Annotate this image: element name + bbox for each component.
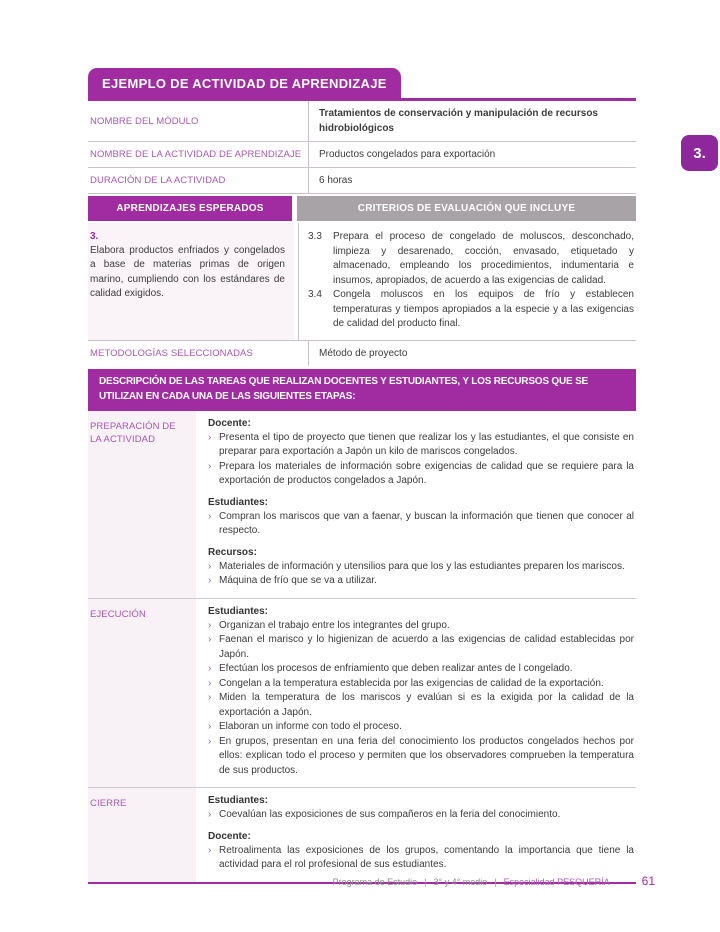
group-heading: Estudiantes:: [208, 496, 269, 508]
bullet-chevron-icon: ›: [208, 663, 212, 674]
table-row-methodology: [88, 341, 636, 366]
expected-learning-number: 3.: [90, 231, 99, 242]
stage-content: [196, 411, 636, 598]
stage-content: [196, 788, 636, 882]
activity-table: [88, 98, 636, 884]
bullet-chevron-icon: ›: [208, 677, 212, 689]
expected-learning-cell: [88, 223, 294, 340]
list-item-text: Efectúan los procesos de enfriamiento que deben realizar antes de l congelado.: [219, 663, 573, 674]
learning-content-row: [88, 223, 636, 341]
list-item-text: Organizan el trabajo entre los integrantes del grupo.: [219, 619, 450, 631]
stage-content: [196, 599, 636, 788]
page-title: EJEMPLO DE ACTIVIDAD DE APRENDIZAJE: [88, 68, 401, 98]
group-heading: Docente:: [208, 830, 251, 842]
stage-label: EJECUCIÓN: [88, 599, 196, 788]
list-item: [208, 735, 634, 779]
list-item-text: Prepara los materiales de información sobre exigencias de calidad que se requiere para la exportación de productos congelados a Japón.: [219, 460, 634, 486]
table-row-module: [88, 101, 636, 142]
table-row-duration: [88, 168, 636, 194]
description-banner: DESCRIPCIÓN DE LAS TAREAS QUE REALIZAN DOCENTES Y ESTUDIANTES, Y LOS RECURSOS QUE SE UTILIZAN EN CADA UNA DE LAS SIGUIENTES ETAPAS:: [88, 369, 636, 411]
bullet-chevron-icon: ›: [208, 844, 212, 856]
bullet-chevron-icon: ›: [208, 510, 212, 522]
group-heading: Docente:: [208, 417, 251, 429]
bullet-chevron-icon: ›: [208, 634, 212, 645]
list-item-text: Elaboran un informe con todo el proceso.: [219, 721, 402, 732]
list-item-text: Materiales de información y utensilios para que los y las estudiantes preparen los mariscos.: [219, 560, 625, 572]
list-item: [208, 510, 634, 539]
chapter-side-tab: 3.: [681, 135, 718, 171]
methodology-label: METODOLOGÍAS SELECCIONADAS: [90, 347, 253, 359]
bullet-chevron-icon: ›: [208, 575, 212, 586]
list-item: [208, 720, 634, 735]
list-item-text: Máquina de frío que se va a utilizar.: [219, 575, 377, 586]
criterion-text: Congela moluscos en los equipos de frío y establecen temperaturas y tiempos apropiados a la especie y a las exigencias de calidad del producto final.: [333, 289, 634, 329]
criterion-number: 3.4: [308, 289, 322, 300]
bullet-chevron-icon: ›: [208, 809, 212, 820]
group-heading: Recursos:: [208, 546, 257, 558]
footer-separator: |: [494, 877, 497, 887]
list-item: [208, 633, 634, 662]
list-item-text: Presenta el tipo de proyecto que tienen que realizar los y las estudiantes, el que consiste en preparar para exportación a Japón un kilo de mariscos congelados.: [219, 431, 634, 457]
bullet-chevron-icon: ›: [208, 619, 212, 631]
list-item-text: Compran los mariscos que van a faenar, y buscan la información que tienen que conocer al respecto.: [219, 510, 634, 536]
module-label: NOMBRE DEL MÓDULO: [90, 115, 199, 127]
document-content: [88, 68, 636, 884]
role-group-estudiantes: [208, 606, 634, 779]
evaluation-criteria-header: CRITERIOS DE EVALUACIÓN QUE INCLUYE: [297, 196, 636, 221]
list-item: [208, 677, 634, 692]
bullet-chevron-icon: ›: [208, 721, 212, 732]
role-group-docente: [208, 418, 634, 489]
list-item: [208, 808, 634, 823]
stage-row-preparacion: [88, 411, 636, 599]
table-row-activity-name: [88, 142, 636, 168]
criterion-item: [308, 230, 634, 288]
bullet-chevron-icon: ›: [208, 431, 212, 443]
activity-name-value: Productos congelados para exportación: [308, 142, 636, 167]
list-item: [208, 574, 634, 589]
criterion-number: 3.3: [308, 231, 322, 242]
evaluation-criteria-cell: [298, 223, 636, 340]
duration-value: 6 horas: [308, 168, 636, 193]
stage-label: CIERRE: [88, 788, 196, 882]
list-item: [208, 619, 634, 634]
list-item: [208, 560, 634, 575]
stage-row-cierre: [88, 788, 636, 882]
list-item-text: Miden la temperatura de los mariscos y evalúan si es la exigida por la calidad de la exportación a Japón.: [219, 692, 634, 718]
criterion-item: [308, 288, 634, 332]
footer-grade-text: 3° y 4° medio: [433, 877, 488, 887]
page-footer: [0, 874, 655, 888]
criterion-text: Prepara el proceso de congelado de moluscos, desconchado, limpieza y desarenado, cocción, envasado, etiquetado y almacenado, empleando los procedimientos, indumentaria e insumos, apropiados, de acuerdo a las exigencias de calidad.: [333, 231, 634, 286]
list-item-text: Faenan el marisco y lo higienizan de acuerdo a las exigencias de calidad establecidas por Japón.: [219, 634, 634, 660]
list-item-text: Congelan a la temperatura establecida por las exigencias de calidad de la exportación.: [219, 677, 604, 689]
list-item: [208, 460, 634, 489]
stage-row-ejecucion: [88, 599, 636, 789]
group-heading: Estudiantes:: [208, 795, 269, 806]
role-group-recursos: [208, 547, 634, 589]
module-value: Tratamientos de conservación y manipulación de recursos hidrobiológicos: [308, 101, 636, 141]
footer-separator: |: [424, 877, 427, 887]
activity-name-label: NOMBRE DE LA ACTIVIDAD DE APRENDIZAJE: [90, 149, 302, 160]
list-item-text: Retroalimenta las exposiciones de los grupos, comentando la importancia que tiene la actividad para el rol profesional de sus estudiantes.: [219, 844, 634, 870]
stage-label: PREPARACIÓN DE LA ACTIVIDAD: [88, 411, 196, 598]
bullet-chevron-icon: ›: [208, 560, 212, 572]
group-heading: Estudiantes:: [208, 605, 269, 617]
list-item: [208, 844, 634, 873]
bullet-chevron-icon: ›: [208, 460, 212, 472]
role-group-estudiantes: [208, 795, 634, 823]
footer-specialty-text: Especialidad PESQUERÍA: [503, 877, 610, 887]
role-group-estudiantes: [208, 497, 634, 539]
bullet-chevron-icon: ›: [208, 735, 212, 747]
bullet-chevron-icon: ›: [208, 692, 212, 703]
role-group-docente: [208, 831, 634, 873]
methodology-value: Método de proyecto: [308, 341, 636, 366]
page-number: 61: [641, 874, 655, 888]
list-item-text: En grupos, presentan en una feria del conocimiento los productos congelados hechos por ellos: explican todo el proceso y permiten que los observadores comprueben la temperatura de sus productos.: [219, 735, 634, 776]
list-item: [208, 662, 634, 677]
footer-program-text: Programa de Estudio: [332, 877, 418, 887]
expected-learning-header: APRENDIZAJES ESPERADOS: [88, 196, 292, 221]
learning-column-headers: [88, 194, 636, 223]
duration-label: DURACIÓN DE LA ACTIVIDAD: [90, 175, 226, 186]
list-item-text: Coevalúan las exposiciones de sus compañeros en la feria del conocimiento.: [219, 809, 561, 820]
expected-learning-text: Elabora productos enfriados y congelados a base de materias primas de origen marino, cumpliendo con los estándares de calidad exigidos.: [90, 245, 285, 299]
list-item: [208, 691, 634, 720]
list-item: [208, 431, 634, 460]
